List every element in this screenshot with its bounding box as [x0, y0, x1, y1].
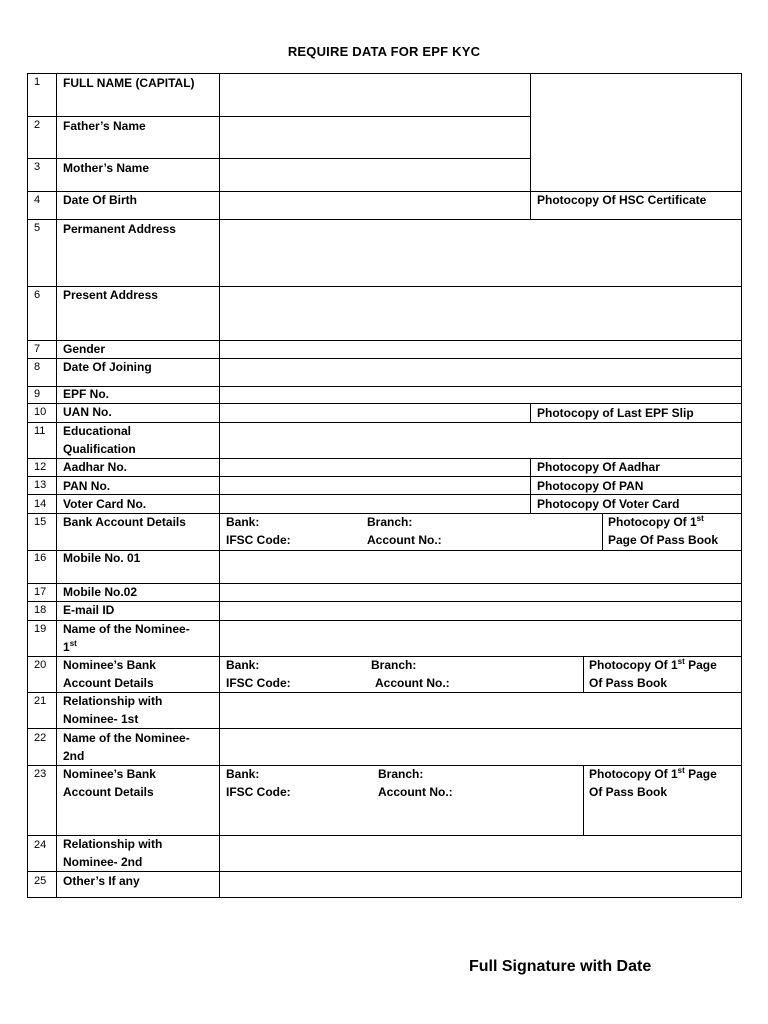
bank-label: Bank:	[226, 658, 260, 672]
field-label: Aadhar No.	[63, 460, 128, 474]
field-label: Present Address	[63, 288, 158, 302]
ifsc-label: IFSC Code:	[226, 533, 291, 547]
field-label: Qualification	[63, 442, 136, 456]
field-label: 1st	[63, 639, 77, 654]
row-number: 3	[34, 161, 41, 173]
row-number: 19	[34, 623, 47, 635]
row-number: 1	[34, 76, 41, 88]
row-number: 20	[34, 659, 47, 671]
table-rule	[27, 601, 742, 602]
field-label: Father’s Name	[63, 119, 146, 133]
field-label: Bank Account Details	[63, 515, 186, 529]
field-label: Voter Card No.	[63, 497, 147, 511]
table-rule	[530, 73, 531, 220]
field-label: Nominee’s Bank	[63, 658, 156, 672]
field-label: Mobile No. 01	[63, 551, 141, 565]
row-number: 9	[34, 388, 41, 400]
branch-label: Branch:	[371, 658, 417, 672]
bank-label: Bank:	[226, 515, 260, 529]
document-note: Photocopy Of PAN	[537, 479, 644, 493]
row-number: 2	[34, 119, 41, 131]
table-rule	[741, 73, 742, 898]
table-rule	[530, 458, 531, 514]
table-rule	[56, 73, 57, 898]
row-number: 8	[34, 361, 41, 373]
document-note: Photocopy Of 1st Page	[589, 657, 717, 672]
row-number: 21	[34, 695, 47, 707]
row-number: 23	[34, 768, 47, 780]
field-label: Name of the Nominee-	[63, 622, 190, 636]
row-number: 17	[34, 586, 47, 598]
field-label: Date Of Joining	[63, 360, 152, 374]
field-label: Account Details	[63, 785, 154, 799]
field-label: Nominee- 2nd	[63, 855, 143, 869]
row-number: 14	[34, 498, 47, 510]
page-title: REQUIRE DATA FOR EPF KYC	[287, 44, 481, 59]
document-note: Photocopy Of 1st Page	[589, 766, 717, 781]
branch-label: Branch:	[378, 767, 424, 781]
row-number: 7	[34, 343, 41, 355]
row-number: 18	[34, 604, 47, 616]
field-label: UAN No.	[63, 405, 112, 419]
table-rule	[219, 73, 220, 898]
row-number: 24	[34, 839, 47, 851]
account-label: Account No.:	[367, 533, 442, 547]
branch-label: Branch:	[367, 515, 413, 529]
table-rule	[27, 340, 742, 341]
row-number: 25	[34, 875, 47, 887]
table-rule	[27, 386, 742, 387]
row-number: 4	[34, 194, 41, 206]
field-label: Nominee- 1st	[63, 712, 139, 726]
table-rule	[27, 897, 742, 898]
field-label: Educational	[63, 424, 132, 438]
field-label: Gender	[63, 342, 106, 356]
document-note: Photocopy Of Aadhar	[537, 460, 660, 474]
table-rule	[27, 73, 28, 898]
row-number: 22	[34, 732, 47, 744]
row-number: 11	[34, 425, 46, 437]
field-label: Relationship with	[63, 837, 163, 851]
row-number: 5	[34, 222, 41, 234]
account-label: Account No.:	[378, 785, 453, 799]
field-label: Permanent Address	[63, 222, 176, 236]
table-rule	[27, 422, 742, 423]
document-note: Photocopy of Last EPF Slip	[537, 406, 694, 420]
table-rule	[602, 513, 603, 551]
row-number: 10	[34, 406, 47, 418]
field-label: EPF No.	[63, 387, 110, 401]
field-label: FULL NAME (CAPITAL)	[63, 76, 195, 90]
field-label: Date Of Birth	[63, 193, 138, 207]
document-note: Photocopy Of 1st	[608, 514, 704, 529]
row-number: 16	[34, 552, 47, 564]
document-note: Of Pass Book	[589, 785, 668, 799]
field-label: Mobile No.02	[63, 585, 138, 599]
row-number: 13	[34, 479, 47, 491]
ifsc-label: IFSC Code:	[226, 785, 291, 799]
table-rule	[530, 403, 531, 423]
row-number: 6	[34, 289, 41, 301]
field-label: 2nd	[63, 749, 85, 763]
account-label: Account No.:	[375, 676, 450, 690]
field-label: Mother’s Name	[63, 161, 150, 175]
field-label: Nominee’s Bank	[63, 767, 156, 781]
field-label: Account Details	[63, 676, 154, 690]
table-rule	[583, 765, 584, 836]
signature-label: Full Signature with Date	[469, 958, 652, 975]
table-rule	[583, 656, 584, 693]
field-label: E-mail ID	[63, 603, 115, 617]
field-label: Other’s If any	[63, 874, 140, 888]
row-number: 12	[34, 461, 47, 473]
document-note: Photocopy Of Voter Card	[537, 497, 680, 511]
document-note: Page Of Pass Book	[608, 533, 719, 547]
bank-label: Bank:	[226, 767, 260, 781]
document-note: Photocopy Of HSC Certificate	[537, 193, 707, 207]
document-note: Of Pass Book	[589, 676, 668, 690]
ifsc-label: IFSC Code:	[226, 676, 291, 690]
row-number: 15	[34, 516, 47, 528]
field-label: Relationship with	[63, 694, 163, 708]
field-label: PAN No.	[63, 479, 111, 493]
field-label: Name of the Nominee-	[63, 731, 190, 745]
